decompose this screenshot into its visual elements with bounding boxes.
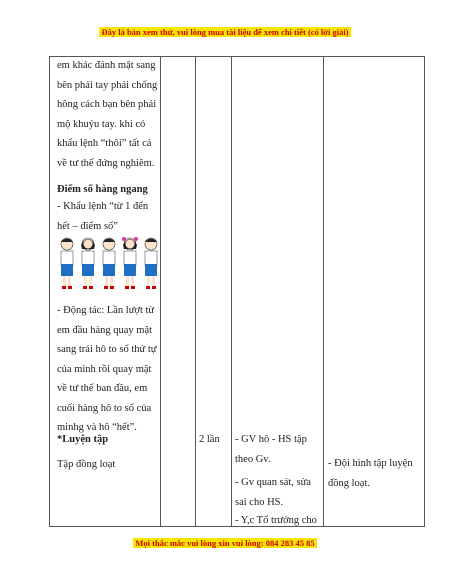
col1-text-line: mộ khuỷu tay. khi có <box>57 118 146 130</box>
practice-heading: *Luyện tập <box>57 434 109 445</box>
action-text-line: minhg và hô “hết”. <box>57 422 137 433</box>
col1-text-line: bên phải tay phải chống <box>57 79 158 91</box>
col1-text-line: hông cách bạn bên phải <box>57 99 157 110</box>
practice-item: Tập đồng loạt <box>57 459 116 470</box>
action-text-line: sang trái hô to số thứ tự <box>57 344 157 355</box>
method-line: - GV hô - HS tập <box>235 434 307 445</box>
table-divider-3 <box>231 56 232 527</box>
table-border-right <box>424 56 425 527</box>
student-figure <box>61 238 73 289</box>
action-text-line: em đầu hàng quay mặt <box>57 324 153 336</box>
action-text-line: của mình rồi quay mặt <box>57 363 152 375</box>
repetition-count: 2 lần <box>199 434 220 445</box>
action-text-line: về tư thế ban đầu, em <box>57 383 148 394</box>
formation-line: - Đội hình tập luyện <box>328 458 413 469</box>
student-figure <box>145 238 157 289</box>
col1-text-line: khẩu lệnh “thôi” tất cả <box>57 138 152 149</box>
col1-text-line: về tư thế đứng nghiêm. <box>57 157 155 169</box>
action-text-line: cuối hàng hô to số của <box>57 402 152 414</box>
student-figure <box>103 238 115 289</box>
table-border-left <box>49 56 50 527</box>
command-line: hết – điểm số” <box>57 220 118 232</box>
section-heading: Điểm số hàng ngang <box>57 184 148 195</box>
method-line: sai cho HS. <box>235 496 284 508</box>
table-divider-2 <box>195 56 196 527</box>
method-line: theo Gv. <box>235 453 271 465</box>
command-line: - Khẩu lệnh “từ 1 đến <box>57 201 149 212</box>
student-figure <box>122 237 138 289</box>
student-figure <box>81 238 95 289</box>
col1-text-line: em khác đánh mặt sang <box>57 60 156 71</box>
contact-banner: Mọi thắc mắc vui lòng xin vui lòng: 084 283 45 85 <box>135 538 315 548</box>
method-line: - Gv quan sát, sửa <box>235 477 311 488</box>
preview-banner: Đây là bản xem thử, vui lòng mua tài liệu để xem chi tiết (có lời giải) <box>101 27 349 37</box>
action-text-line: - Động tác: Lần lượt từ <box>57 305 155 316</box>
method-line: - Y,c Tổ trưởng cho <box>235 515 317 526</box>
students-lineup-illustration <box>56 233 162 291</box>
formation-line: đồng loạt. <box>328 477 370 489</box>
